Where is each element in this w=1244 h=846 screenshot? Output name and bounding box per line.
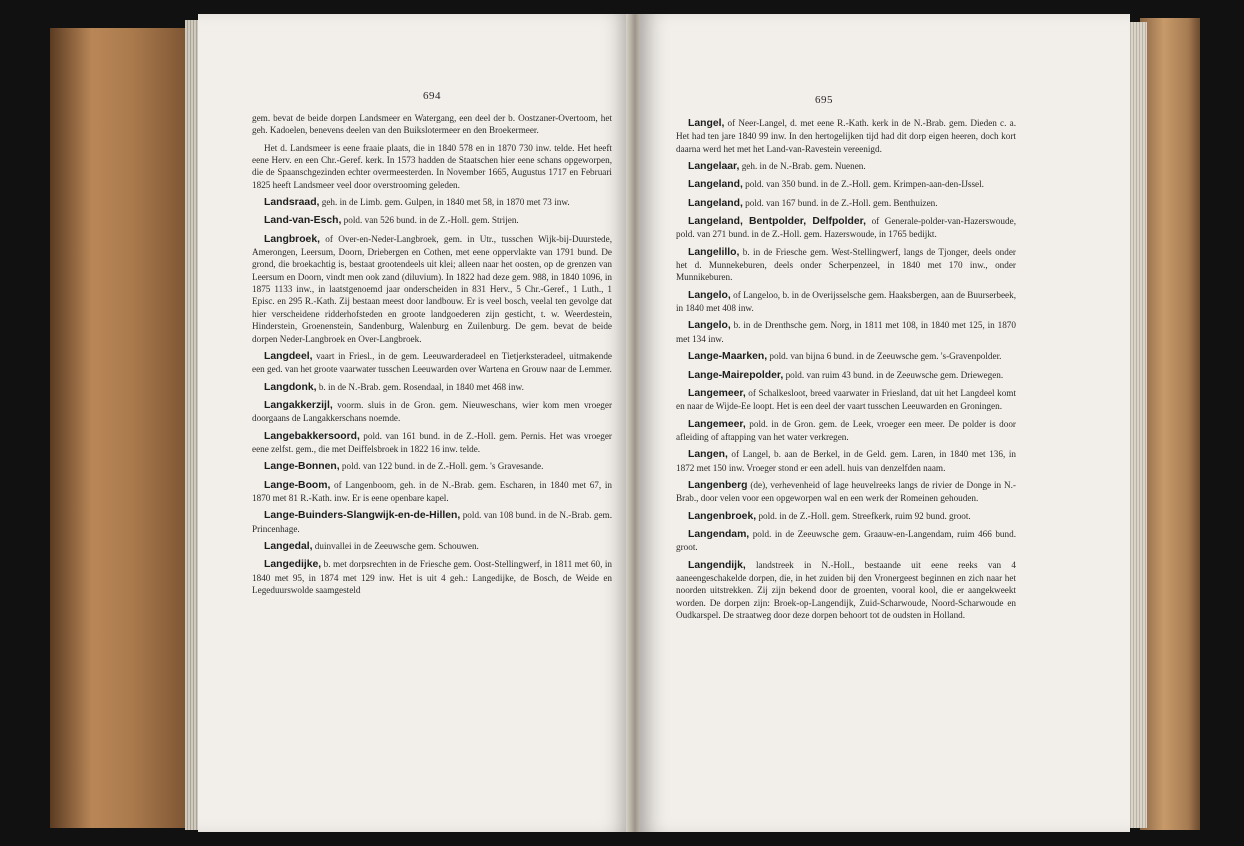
entry-text: of Over-en-Neder-Langbroek, gem. in Utr., tusschen Wijk-bij-Duurstede, Amerongen, Leersum, Doorn, Driebergen en Cothen, met eene oppervlakte van 1791 bund. De grond, die broekachtig is, bestaat grootendeels uit klei; alleen naar het oosten, op de grenzen van Leersum en Doorn, vindt men ook zand (diluvium). In 1822 had deze gem. 988, in 1840 1096, in 1875 1133 inw., in laatstgenoemd jaar onderscheiden in 831 Herv., 5 Chr.-Geref., 1 Luth., 1 Episc. en 295 R.-Kath. Zij bestaan meest door landbouw. Er is veel bosch, veelal ten gevolge dat hier verscheidene ridderhofsteden en groote landgoederen zijn gesticht, t. w. Weerdestein, Hinderstein, Groenenstein, Sandenburg, Walenburg en Zuilenburg. De gem. bevat de beide dorpen Neder-Langbroek en Over-Langbroek. bbox=[252, 233, 612, 344]
entry-text: b. met dorpsrechten in de Friesche gem. Oost-Stellingwerf, in 1811 met 60, in 1840 met 95, in 1874 met 129 inw. Het is uit 4 geh.: Langedijke, de Bosch, de Weide en Legeduurswolde saamgesteld bbox=[252, 559, 612, 595]
entry-headword: Langdonk, bbox=[264, 381, 317, 393]
entry-headword: Langebakkersoord, bbox=[264, 430, 360, 442]
dictionary-entry bbox=[252, 112, 612, 137]
entry-headword: Langedijke, bbox=[264, 559, 322, 571]
dictionary-entry bbox=[676, 319, 1016, 345]
dictionary-entry bbox=[676, 528, 1016, 554]
dictionary-entry bbox=[252, 196, 612, 209]
entry-headword: Lange-Bonnen, bbox=[264, 461, 340, 473]
entry-text: of Langeloo, b. in de Overijsselsche gem. Haaksbergen, aan de Buurserbeek, in 1840 met 408 inw. bbox=[676, 289, 1016, 314]
dictionary-entry bbox=[676, 369, 1016, 382]
entry-headword: Langakkerzijl, bbox=[264, 399, 333, 411]
dictionary-entry bbox=[252, 460, 612, 473]
dictionary-entry bbox=[252, 142, 612, 191]
entry-headword: Lange-Maarken, bbox=[688, 351, 768, 363]
dictionary-entry bbox=[676, 350, 1016, 363]
entry-text: pold. van 122 bund. in de Z.-Holl. gem. 's Gravesande. bbox=[339, 461, 544, 472]
entry-headword: Lange-Boom, bbox=[264, 479, 331, 491]
right-book-cover bbox=[1140, 18, 1200, 830]
page-number: 695 bbox=[815, 94, 833, 106]
dictionary-entry bbox=[252, 509, 612, 535]
entry-text: voorm. sluis in de Gron. gem. Nieuweschans, wier kom men vroeger doorgaans de Langakkerschans noemde. bbox=[252, 399, 612, 424]
left-page bbox=[198, 14, 630, 832]
entry-headword: Langelo, bbox=[688, 320, 731, 332]
dictionary-entry bbox=[676, 387, 1016, 413]
dictionary-entry bbox=[676, 510, 1016, 523]
dictionary-entry bbox=[676, 289, 1016, 315]
dictionary-entry bbox=[676, 117, 1016, 155]
dictionary-entry bbox=[676, 559, 1016, 622]
entry-headword: Langedal, bbox=[264, 540, 313, 552]
entry-headword: Langen, bbox=[688, 449, 728, 461]
dictionary-entry bbox=[252, 381, 612, 394]
entry-headword: Langenbroek, bbox=[688, 510, 757, 522]
left-book-cover bbox=[50, 28, 190, 828]
entry-text: pold. van 526 bund. in de Z.-Holl. gem. Strijen. bbox=[341, 215, 519, 226]
entry-headword: Langendam, bbox=[688, 528, 750, 540]
entry-text: pold. in de Z.-Holl. gem. Streefkerk, ruim 92 bund. groot. bbox=[756, 510, 971, 521]
entry-text: duinvallei in de Zeeuwsche gem. Schouwen. bbox=[312, 540, 479, 551]
entry-headword: Langemeer, bbox=[688, 418, 746, 430]
entry-text: pold. van bijna 6 bund. in de Zeeuwsche gem. 's-Gravenpolder. bbox=[767, 351, 1002, 362]
right-page-text bbox=[676, 117, 1016, 626]
entry-headword: Landsraad, bbox=[264, 197, 320, 209]
dictionary-entry bbox=[676, 197, 1016, 210]
entry-headword: Lange-Mairepolder, bbox=[688, 369, 784, 381]
entry-text: gem. bevat de beide dorpen Landsmeer en Watergang, een deel der b. Oostzaner-Overtoom, het geh. Kadoelen, benevens deelen van den Buikslotermeer en den Broekermeer. bbox=[252, 113, 612, 136]
entry-headword: Langemeer, bbox=[688, 387, 746, 399]
entry-headword: Langelillo, bbox=[688, 246, 740, 258]
page-number: 694 bbox=[423, 90, 441, 102]
entry-text: pold. in de Zeeuwsche gem. Graauw-en-Langendam, ruim 466 bund. groot. bbox=[676, 528, 1016, 553]
entry-headword: Langdeel, bbox=[264, 350, 313, 362]
dictionary-entry bbox=[676, 246, 1016, 284]
entry-text: of Generale-polder-van-Hazerswoude, pold. van 271 bund. in de Z.-Holl. gem. Hazerswoude, in 1765 bedijkt. bbox=[676, 216, 1016, 240]
dictionary-entry bbox=[252, 479, 612, 505]
entry-headword: Langeland, bbox=[688, 179, 743, 191]
entry-text: pold. van 161 bund. in de Z.-Holl. gem. Pernis. Het was vroeger eene zelfst. gem., die met Deiffelsbroek in 1822 16 inw. telde. bbox=[252, 430, 612, 454]
entry-text: of Neer-Langel, d. met eene R.-Kath. kerk in de N.-Brab. gem. Dieden c. a. Het had ten jare 1840 99 inw. In den hertogelijken tijd had dit dorp eigen heeren, doch kort daarna werd het met het Land-van-Ravestein vereenigd. bbox=[676, 118, 1016, 154]
dictionary-entry bbox=[252, 399, 612, 425]
entry-headword: Langelo, bbox=[688, 289, 731, 301]
dictionary-entry bbox=[252, 233, 612, 345]
dictionary-entry bbox=[676, 178, 1016, 191]
entry-headword: Langendijk, bbox=[688, 559, 746, 571]
entry-text: pold. van ruim 43 bund. in de Zeeuwsche gem. Driewegen. bbox=[783, 369, 1004, 380]
left-page-text bbox=[252, 112, 612, 601]
entry-text: b. in de Drenthsche gem. Norg, in 1811 met 108, in 1840 met 125, in 1870 met 134 inw. bbox=[676, 320, 1016, 344]
entry-text: pold. van 350 bund. in de Z.-Holl. gem. Krimpen-aan-den-IJssel. bbox=[742, 179, 984, 190]
entry-text: b. in de Friesche gem. West-Stellingwerf, langs de Tjonger, deels onder het d. Munnekeburen, deels onder Scherpenzeel, in 1840 met 170 inw., onder Munnikeburen. bbox=[676, 246, 1016, 283]
entry-text: vaart in Friesl., in de gem. Leeuwarderadeel en Tietjerksteradeel, uitmakende een ged. van het groote vaarwater tusschen Leeuwarden over Wartena en Grouw naar de Lemmer. bbox=[252, 350, 612, 375]
dictionary-entry bbox=[252, 430, 612, 456]
entry-text: of Langel, b. aan de Berkel, in de Geld. gem. Laren, in 1840 met 136, in 1872 met 150 inw. Vroeger stond er een adell. huis van denzelfden naam. bbox=[676, 449, 1016, 473]
dictionary-entry bbox=[676, 215, 1016, 241]
dictionary-entry bbox=[676, 448, 1016, 474]
dictionary-entry bbox=[676, 160, 1016, 173]
entry-text: (de), verhevenheid of lage heuvelreeks langs de rivier de Donge in N.-Brab., door velen voor een opgeworpen wal en een werk der Romeinen gehouden. bbox=[676, 479, 1016, 504]
entry-text: geh. in de N.-Brab. gem. Nuenen. bbox=[739, 161, 866, 172]
entry-headword: Lange-Buinders-Slangwijk-en-de-Hillen, bbox=[264, 510, 461, 522]
dictionary-entry bbox=[252, 350, 612, 376]
right-page bbox=[640, 14, 1130, 832]
dictionary-entry bbox=[252, 558, 612, 596]
dictionary-entry bbox=[252, 214, 612, 227]
entry-text: landstreek in N.-Holl., bestaande uit eene reeks van 4 aaneengeschakelde dorpen, die, in het zuiden bij den Vronergeest beginnen en zich naar het noorden uitstrekken. Zij zijn bekend door de groenten, vooral kool, die er aangekweekt worden. De dorpen zijn: Broek-op-Langendijk, Zuid-Scharwoude, Noord-Scharwoude en Oudkarspel. De straatweg door deze dorpen behoort tot de oudsten in Holland. bbox=[676, 559, 1016, 620]
entry-text: pold. van 108 bund. in de N.-Brab. gem. Princenhage. bbox=[252, 510, 612, 534]
entry-headword: Langenberg bbox=[688, 479, 748, 491]
entry-headword: Langeland, bbox=[688, 197, 743, 209]
entry-headword: Langel, bbox=[688, 118, 725, 129]
entry-text: Het d. Landsmeer is eene fraaie plaats, die in 1840 578 en in 1870 730 inw. telde. Het heeft eene Herv. en een Chr.-Geref. kerk. In 1573 hadden de Staatschen hier eene schans opgeworpen, die de Spaanschgezinden echter overmeesterden. In November 1665, Augustus 1717 en Februari 1825 heeft Landsmeer veel door overstrooming geleden. bbox=[252, 142, 612, 190]
entry-text: pold. in de Gron. gem. de Leek, vroeger een meer. De polder is door afleiding of aftapping van het water verkregen. bbox=[676, 418, 1016, 442]
entry-headword: Land-van-Esch, bbox=[264, 215, 342, 227]
entry-headword: Langelaar, bbox=[688, 161, 740, 173]
entry-text: pold. van 167 bund. in de Z.-Holl. gem. Benthuizen. bbox=[742, 197, 938, 208]
dictionary-entry bbox=[676, 479, 1016, 505]
entry-headword: Langbroek, bbox=[264, 233, 321, 245]
entry-text: of Langenboom, geh. in de N.-Brab. gem. Escharen, in 1840 met 67, in 1870 met 81 R.-Kath. inw. Er is eene openbare kapel. bbox=[252, 479, 612, 503]
dictionary-entry bbox=[676, 418, 1016, 444]
entry-headword: Langeland, Bentpolder, Delfpolder, bbox=[688, 216, 867, 228]
entry-text: geh. in de Limb. gem. Gulpen, in 1840 met 58, in 1870 met 73 inw. bbox=[319, 197, 570, 208]
dictionary-entry bbox=[252, 540, 612, 553]
entry-text: of Schalkesloot, breed vaarwater in Friesland, dat uit het Langdeel komt en naar de Wijde-Ee loopt. Het is een deel der vaart tusschen Leeuwarden en Groningen. bbox=[676, 387, 1016, 412]
entry-text: b. in de N.-Brab. gem. Rosendaal, in 1840 met 468 inw. bbox=[316, 381, 524, 392]
